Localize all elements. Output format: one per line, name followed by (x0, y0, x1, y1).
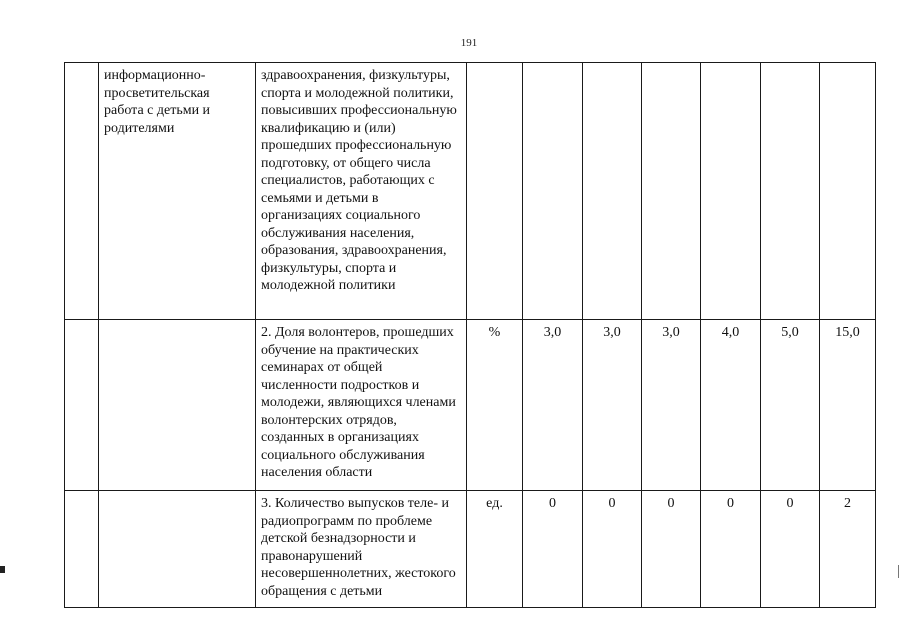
page-number: 191 (460, 37, 478, 49)
value-cell-total: 2 (820, 491, 876, 608)
value-cell-total (820, 63, 876, 320)
activity-cell: информационно-просветительская работа с детьми и родителями (99, 63, 256, 320)
unit-cell: ед. (467, 491, 523, 608)
table-row (65, 320, 876, 491)
row-number-cell (65, 320, 99, 491)
value-cell-3: 0 (642, 491, 701, 608)
value-cell-5: 5,0 (761, 320, 820, 491)
value-cell-1: 3,0 (523, 320, 583, 491)
value-cell-total: 15,0 (820, 320, 876, 491)
value-cell-4: 0 (701, 491, 761, 608)
value-cell-2: 0 (583, 491, 642, 608)
scan-artifact-mark (898, 565, 899, 578)
scan-artifact-mark (0, 566, 5, 573)
value-cell-3: 3,0 (642, 320, 701, 491)
value-cell-3 (642, 63, 701, 320)
table-row (65, 63, 876, 320)
unit-cell (467, 63, 523, 320)
value-cell-1: 0 (523, 491, 583, 608)
indicator-cell: 3. Количество выпусков теле- и радиопрограмм по проблеме детской безнадзорности и правонарушений несовершеннолетних, жестокого обращения с детьми (256, 491, 467, 608)
row-number-cell (65, 491, 99, 608)
value-cell-4 (701, 63, 761, 320)
activity-cell (99, 491, 256, 608)
unit-cell: % (467, 320, 523, 491)
value-cell-2: 3,0 (583, 320, 642, 491)
table-row (65, 491, 876, 608)
indicators-table (64, 62, 876, 608)
value-cell-2 (583, 63, 642, 320)
value-cell-4: 4,0 (701, 320, 761, 491)
row-number-cell (65, 63, 99, 320)
value-cell-5: 0 (761, 491, 820, 608)
activity-cell (99, 320, 256, 491)
value-cell-5 (761, 63, 820, 320)
value-cell-1 (523, 63, 583, 320)
indicator-cell: 2. Доля волонтеров, прошедших обучение на практических семинарах от общей численности подростков и молодежи, являющихся членами волонтерских отрядов, созданных в организациях социального обслуживания населения области (256, 320, 467, 491)
indicator-cell: здравоохранения, физкультуры, спорта и молодежной политики, повысивших профессиональную квалификацию и (или) прошедших профессиональную подготовку, от общего числа специалистов, работающих с семьями и детьми в организациях социального обслуживания населения, образования, здравоохранения, физкультуры, спорта и молодежной политики (256, 63, 467, 320)
